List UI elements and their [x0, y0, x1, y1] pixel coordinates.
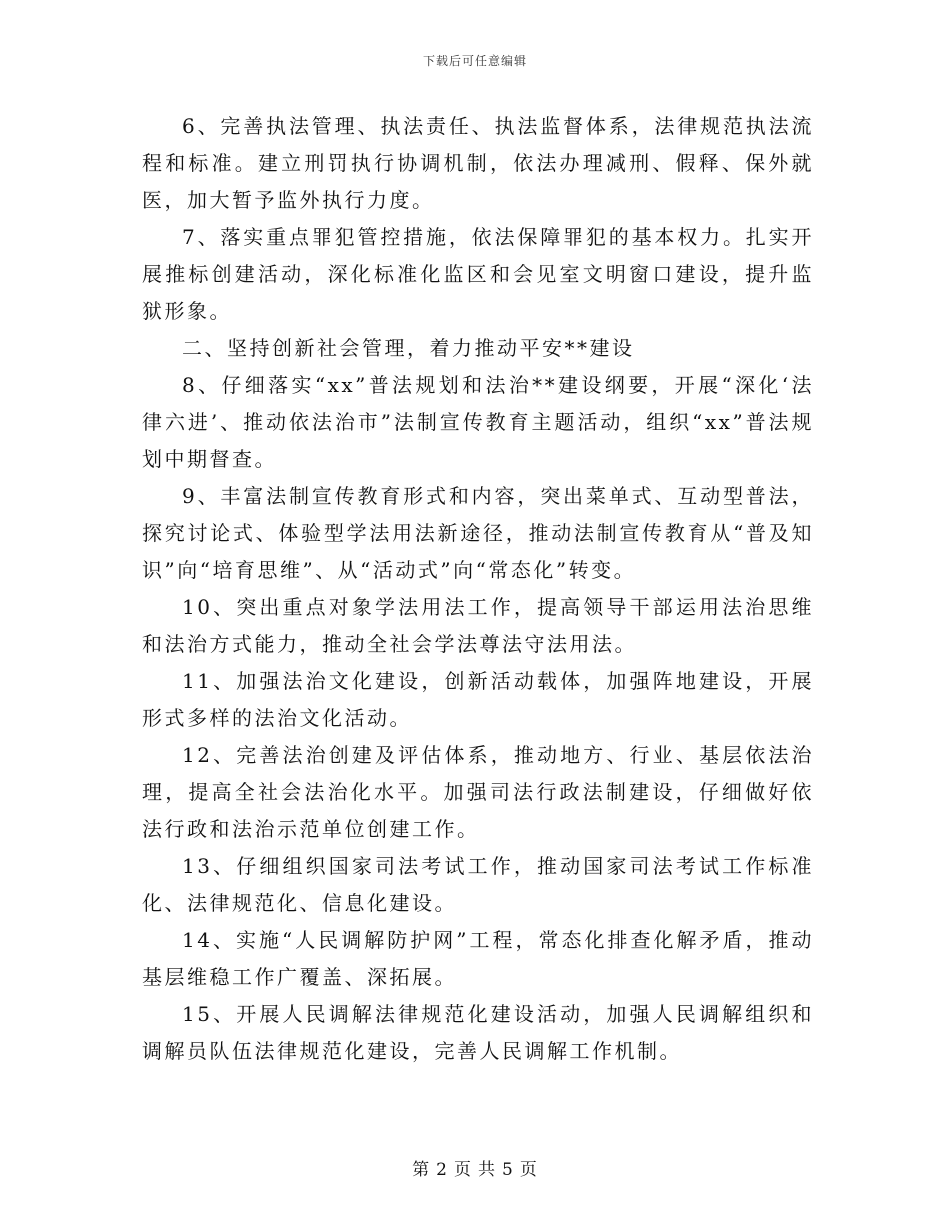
paragraph-item-14: 14、实施“人民调解防护网”工程，常态化排查化解矛盾，推动基层维稳工作广覆盖、深拓展。 [142, 928, 814, 989]
footer-current-page: 2 [436, 1160, 448, 1180]
paragraph-item-9: 9、丰富法制宣传教育形式和内容，突出菜单式、互动型普法，探究讨论式、体验型学法用法新途径，推动法制宣传教育从“普及知识”向“培育思维”、从“活动式”向“常态化”转变。 [142, 484, 814, 582]
footer-page-word: 页 [454, 1160, 472, 1180]
footer-total-word: 共 [478, 1160, 496, 1180]
paragraph-item-11: 11、加强法治文化建设，创新活动载体，加强阵地建设，开展形式多样的法治文化活动。 [142, 669, 814, 730]
section-heading-2: 二、坚持创新社会管理，着力推动平安**建设 [182, 336, 635, 360]
footer-suffix: 页 [519, 1160, 538, 1180]
paragraph-item-10: 10、突出重点对象学法用法工作，提高领导干部运用法治思维和法治方式能力，推动全社会学法尊法守法用法。 [142, 595, 814, 656]
footer-prefix: 第 [412, 1160, 431, 1180]
paragraph-item-12: 12、完善法治创建及评估体系，推动地方、行业、基层依法治理，提高全社会法治化水平。加强司法行政法制建设，仔细做好依法行政和法治示范单位创建工作。 [142, 743, 814, 841]
footer-total-pages: 5 [502, 1160, 514, 1180]
page-footer [0, 1155, 950, 1180]
paragraph-item-7: 7、落实重点罪犯管控措施，依法保障罪犯的基本权力。扎实开展推标创建活动，深化标准化监区和会见室文明窗口建设，提升监狱形象。 [142, 225, 814, 323]
paragraph-item-13: 13、仔细组织国家司法考试工作，推动国家司法考试工作标准化、法律规范化、信息化建设。 [142, 854, 814, 915]
paragraph-item-8: 8、仔细落实“xx”普法规划和法治**建设纲要，开展“深化‘法律六进’、推动依法治市”法制宣传教育主题活动，组织“xx”普法规划中期督查。 [142, 373, 814, 471]
page-header: 下载后可任意编辑 [422, 54, 527, 68]
paragraph-item-15: 15、开展人民调解法律规范化建设活动，加强人民调解组织和调解员队伍法律规范化建设，完善人民调解工作机制。 [142, 1002, 814, 1063]
document-body [142, 108, 814, 1070]
paragraph-item-6: 6、完善执法管理、执法责任、执法监督体系，法律规范执法流程和标准。建立刑罚执行协调机制，依法办理减刑、假释、保外就医，加大暂予监外执行力度。 [142, 114, 814, 212]
